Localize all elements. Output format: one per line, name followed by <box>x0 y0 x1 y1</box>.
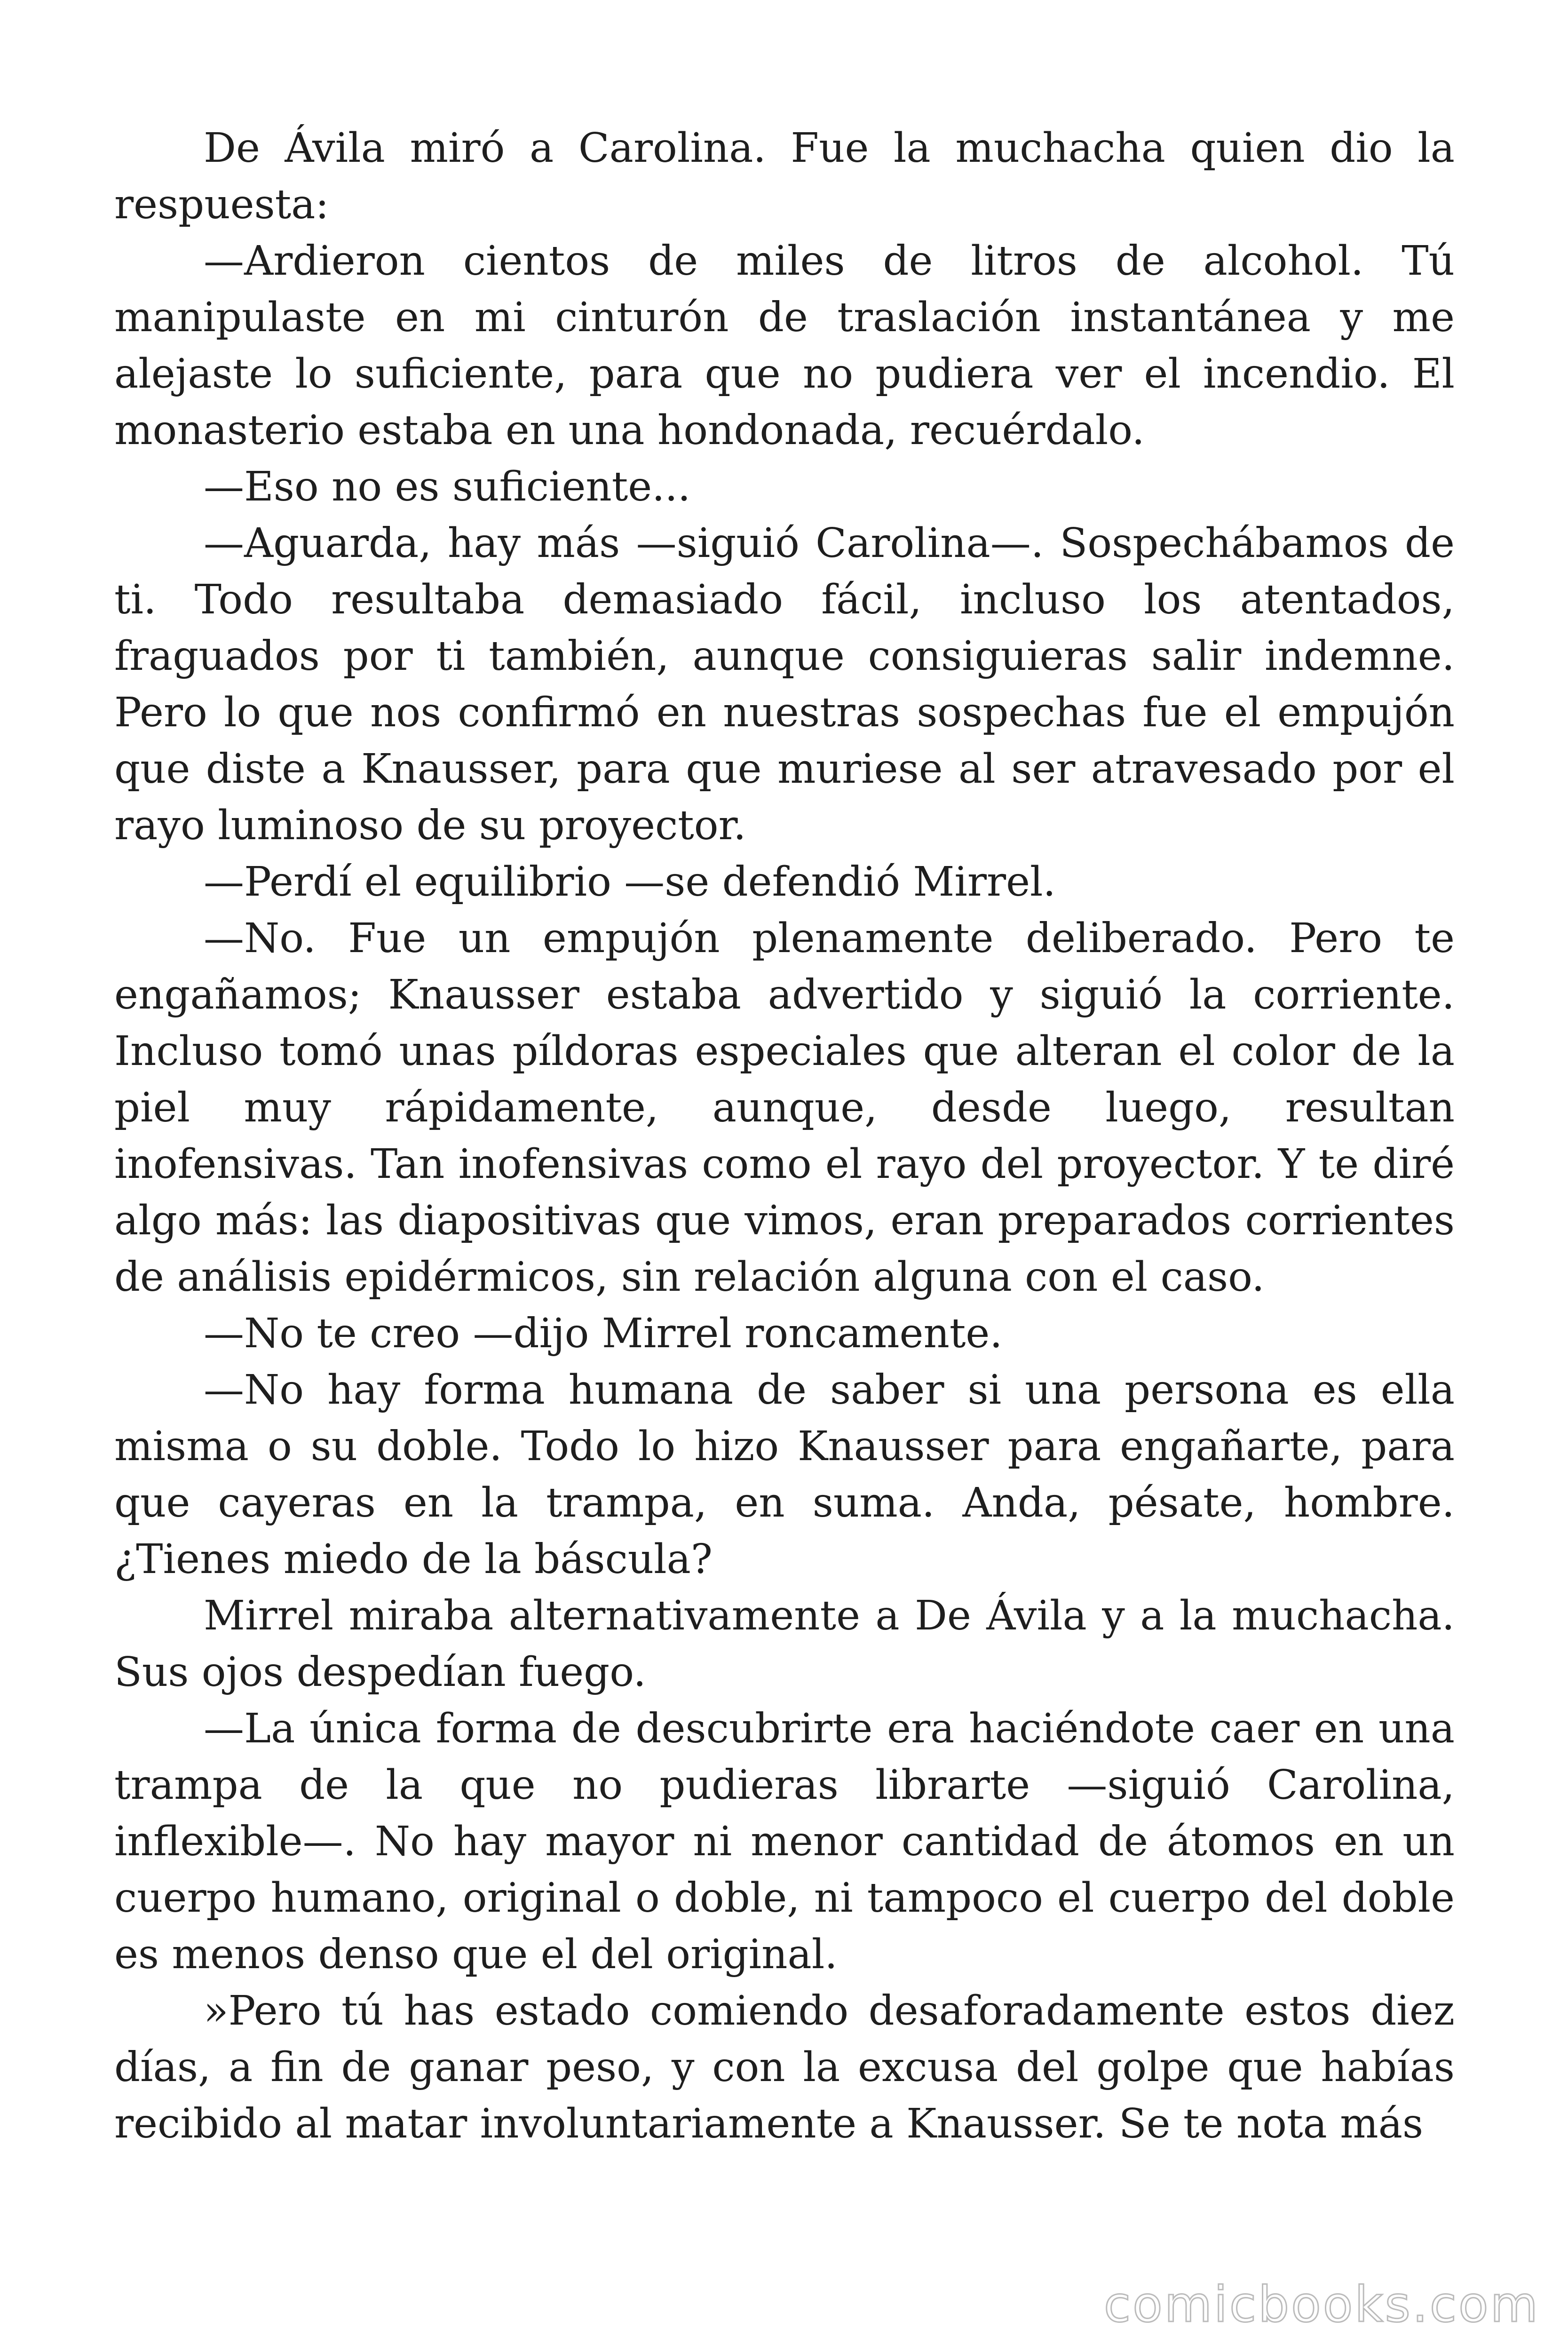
paragraph: —Perdí el equilibrio —se defendió Mirrel. <box>204 858 1056 906</box>
paragraph: —No te creo —dijo Mirrel roncamente. <box>204 1310 1003 1357</box>
paragraph: —No. Fue un empujón plenamente deliberado. Pero te engañamos; Knausser estaba advertido y siguió la corriente. Incluso tomó unas píldoras especiales que alteran el color de la piel muy rápidamente, aunque, desde luego, resultan inofensivas. Tan inofensivas como el rayo del proyector. Y te diré algo más: las diapositivas que vimos, eran preparados corrientes de análisis epidérmicos, sin relación alguna con el caso. <box>114 915 1455 1301</box>
paragraph: —La única forma de descubrirte era haciéndote caer en una trampa de la que no pudieras librarte —siguió Carolina, inflexible—. No hay mayor ni menor cantidad de átomos en un cuerpo humano, original o doble, ni tampoco el cuerpo del doble es menos denso que el del original. <box>114 1705 1455 1978</box>
paragraph: —Ardieron cientos de miles de litros de alcohol. Tú manipulaste en mi cinturón de traslación instantánea y me alejaste lo suficiente, para que no pudiera ver el incendio. El monasterio estaba en una hondonada, recuérdalo. <box>114 238 1455 454</box>
page-text <box>114 120 1455 2152</box>
watermark: comicbooks.com <box>1103 2276 1540 2333</box>
paragraph: »Pero tú has estado comiendo desaforadamente estos diez días, a fin de ganar peso, y con la excusa del golpe que habías recibido al matar involuntariamente a Knausser. Se te nota más <box>114 1987 1455 2147</box>
paragraph: Mirrel miraba alternativamente a De Ávila y a la muchacha. Sus ojos despedían fuego. <box>114 1592 1455 1696</box>
paragraph: De Ávila miró a Carolina. Fue la muchacha quien dio la respuesta: <box>114 125 1455 228</box>
paragraph: —Aguarda, hay más —siguió Carolina—. Sospechábamos de ti. Todo resultaba demasiado fácil, incluso los atentados, fraguados por ti también, aunque consiguieras salir indemne. Pero lo que nos confirmó en nuestras sospechas fue el empujón que diste a Knausser, para que muriese al ser atravesado por el rayo luminoso de su proyector. <box>114 520 1455 849</box>
paragraph: —Eso no es suficiente... <box>204 463 691 510</box>
paragraph: —No hay forma humana de saber si una persona es ella misma o su doble. Todo lo hizo Knausser para engañarte, para que cayeras en la trampa, en suma. Anda, pésate, hombre. ¿Tienes miedo de la báscula? <box>114 1367 1455 1583</box>
